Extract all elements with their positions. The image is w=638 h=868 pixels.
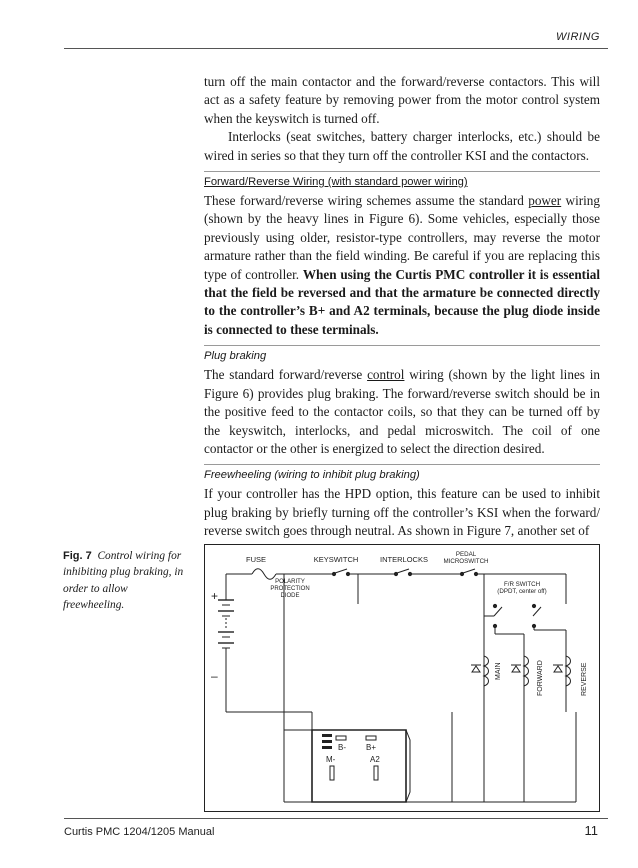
battery-plus-label: + xyxy=(211,589,219,603)
section-divider xyxy=(204,345,600,346)
forward-coil-symbol xyxy=(524,656,529,686)
a2-label: A2 xyxy=(370,755,380,764)
fuse-symbol xyxy=(252,569,276,580)
b-plus-terminal xyxy=(366,736,376,740)
polarity-label-1: POLARITY xyxy=(275,579,305,585)
pedal-label-1: PEDAL xyxy=(455,551,477,558)
polarity-label-3: DIODE xyxy=(280,593,300,599)
paragraph-plug-braking: The standard forward/reverse control wiring (shown by the light lines in Figure 6) provides plug braking. The forward/reverse switch should be in the positive feed to the contactor coils, so that they can be turned off by the keyswitch, interlocks, and pedal microswitch. The coil of one contactor or the other is energized to select the direction desired. xyxy=(204,367,600,456)
controller-terminal xyxy=(322,746,332,749)
b-plus-label: B+ xyxy=(366,743,377,752)
running-header: WIRING xyxy=(556,31,600,43)
reverse-coil-symbol xyxy=(566,656,571,686)
fr-switch-label-1: F/R SWITCH xyxy=(503,581,541,588)
m-minus-terminal xyxy=(330,766,334,780)
section-divider xyxy=(204,464,600,465)
reverse-label: REVERSE xyxy=(581,662,588,696)
footer-page-number: 11 xyxy=(584,823,598,838)
main-coil-symbol xyxy=(484,656,489,686)
footer-rule xyxy=(64,818,608,819)
paragraph-freewheeling: If your controller has the HPD option, this feature can be used to inhibit plug braking by briefly turning off the controller’s KSI when the forward/ reverse switch goes through neutral. As shown in Figure 7, another set of xyxy=(204,486,600,539)
reverse-diode-symbol xyxy=(553,665,563,672)
m-minus-label: M- xyxy=(326,755,336,764)
main-column xyxy=(204,73,600,541)
b-minus-label: B- xyxy=(338,743,346,752)
a2-terminal xyxy=(374,766,378,780)
heading-forward-reverse-wiring: Forward/Reverse Wiring (with standard power wiring) xyxy=(204,176,468,189)
forward-diode-symbol xyxy=(511,665,521,672)
forward-label: FORWARD xyxy=(537,660,544,696)
paragraph-forward-reverse: These forward/reverse wiring schemes assume the standard power wiring (shown by the heavy lines in Figure 6). Some vehicles, especially those previously using older, resistor-type controllers, may reverse the motor armature rather than the field winding. Be careful if you are replacing this type of controller. When using the Curtis PMC controller it is essential that the field be reversed and that the armature be connected directly to the controller’s B+ and A2 terminals, because the plug diode inside is connected to these terminals. xyxy=(204,193,600,337)
header-rule xyxy=(64,48,608,49)
main-label: MAIN xyxy=(495,662,502,680)
fuse-label: FUSE xyxy=(245,555,267,564)
paragraph-1: turn off the main contactor and the forward/reverse contactors. This will act as a safety feature by removing power from the motor control system when the keyswitch is turned off. xyxy=(204,74,600,126)
control-wiring xyxy=(218,569,576,802)
b-minus-terminal xyxy=(336,736,346,740)
polarity-label-2: PROTECTION xyxy=(270,586,310,592)
heading-plug-braking: Plug braking xyxy=(204,350,267,363)
interlocks-label: INTERLOCKS xyxy=(380,555,428,564)
section-divider xyxy=(204,171,600,172)
footer-manual-title: Curtis PMC 1204/1205 Manual xyxy=(64,826,215,838)
paragraph-interlocks: Interlocks (seat switches, battery charger interlocks, etc.) should be wired in series so that they turn off the controller KSI and the contactors. xyxy=(204,129,600,163)
battery-minus-label: – xyxy=(211,669,218,683)
figure-caption: Fig. 7 Control wiring for inhibiting plug braking, in order to allow freewheeling. xyxy=(63,550,184,612)
wiring-diagram xyxy=(204,544,600,812)
pedal-label-2: MICROSWITCH xyxy=(443,558,489,565)
fr-switch-label-2: (DPDT, center off) xyxy=(497,588,547,595)
main-diode-symbol xyxy=(471,665,481,672)
keyswitch-label: KEYSWITCH xyxy=(313,555,359,564)
heading-freewheeling: Freewheeling (wiring to inhibit plug braking) xyxy=(204,469,420,482)
controller-terminal xyxy=(322,740,332,743)
controller-terminal xyxy=(322,734,332,737)
